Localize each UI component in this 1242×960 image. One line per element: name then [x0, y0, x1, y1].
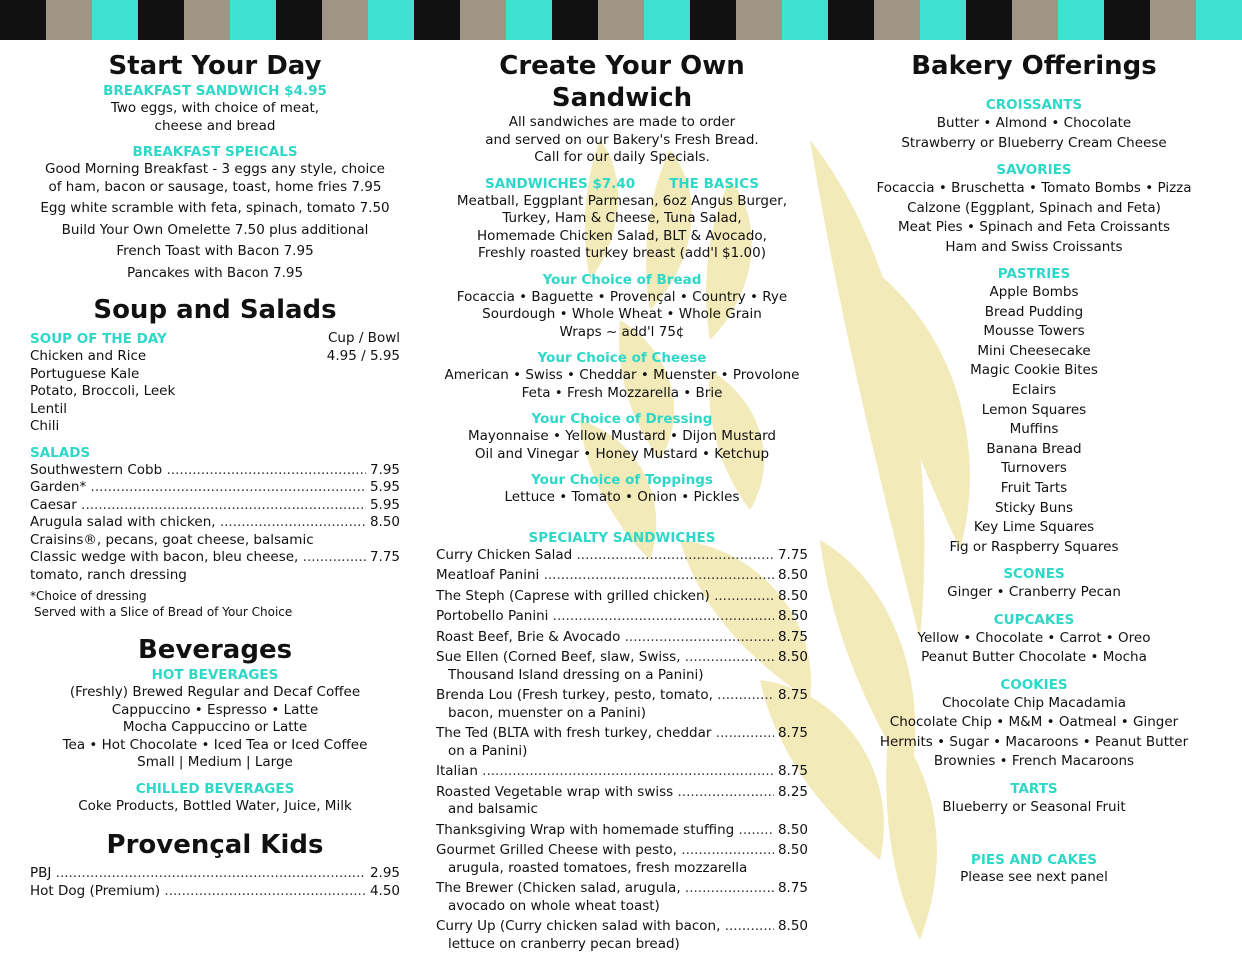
soup-sizes: Cup / Bowl	[328, 330, 400, 346]
bread-line: Sourdough • Whole Wheat • Whole Grain	[482, 306, 762, 322]
cookies-line: Chocolate Chip Macadamia	[941, 694, 1127, 711]
specialty-price: 8.50	[777, 587, 808, 604]
specialty-continuation: Thousand Island dressing on a Panini)	[448, 666, 704, 683]
left-column	[30, 50, 400, 900]
salad-row	[30, 462, 400, 480]
specialty-row	[436, 784, 808, 802]
special-item: Good Morning Breakfast - 3 eggs any style, choice	[45, 161, 385, 177]
kids-item-name: PBJ .....	[30, 865, 366, 883]
provencal-kids-title: Provençal Kids	[106, 830, 324, 860]
stripe	[1196, 0, 1242, 40]
pastries-heading: PASTRIES	[997, 266, 1071, 282]
stripe	[46, 0, 92, 40]
specialty-row	[436, 608, 808, 626]
stripe	[460, 0, 506, 40]
specialty-row	[436, 567, 808, 585]
stripe	[1058, 0, 1104, 40]
specialty-price: 8.50	[777, 918, 808, 934]
kids-item-price: 4.50	[369, 882, 400, 899]
salad-row	[30, 549, 400, 567]
savory-line: Meat Pies • Spinach and Feta Croissants	[897, 219, 1171, 235]
pastry-item: Muffins	[1009, 421, 1059, 438]
bread-line: Focaccia • Baguette • Provençal • Country • Rye	[456, 288, 788, 305]
specialty-name: The Brewer (Chicken salad, arugula, .....	[436, 880, 774, 898]
cookies-line: Chocolate Chip • M&M • Oatmeal • Ginger	[889, 714, 1179, 731]
specialty-price: 8.75	[777, 687, 808, 703]
salad-price: 7.75	[369, 549, 400, 565]
cupcakes-line: Yellow • Chocolate • Carrot • Oreo	[917, 629, 1151, 646]
croissants-heading: CROISSANTS	[985, 97, 1083, 113]
stripe	[552, 0, 598, 40]
specialty-heading: SPECIALTY SANDWICHES	[528, 529, 716, 546]
specialty-name: Portobello Panini .....	[436, 608, 774, 626]
stripe	[138, 0, 184, 40]
pastry-item: Banana Bread	[986, 440, 1082, 457]
savory-line: Calzone (Eggplant, Spinach and Feta)	[907, 199, 1161, 216]
specialty-name: Sue Ellen (Corned Beef, slaw, Swiss, .....	[436, 649, 774, 667]
kids-item-price: 2.95	[369, 865, 400, 881]
special-item: of ham, bacon or sausage, toast, home fries 7.95	[48, 178, 382, 195]
cookies-line: Hermits • Sugar • Macaroons • Peanut Butter	[879, 733, 1189, 750]
salad-price: 5.95	[369, 479, 400, 495]
intro-line: All sandwiches are made to order	[508, 114, 736, 130]
pastry-item: Turnovers	[1001, 460, 1067, 477]
pastry-item: Eclairs	[1011, 381, 1057, 398]
salad-name: Southwestern Cobb .....	[30, 462, 366, 480]
stripe	[1104, 0, 1150, 40]
specialty-row	[436, 547, 808, 565]
salad-price: 5.95	[369, 496, 400, 513]
specialty-name: The Ted (BLTA with fresh turkey, cheddar .....	[436, 725, 774, 743]
specialty-name: Roast Beef, Brie & Avocado .....	[436, 629, 774, 647]
soup-item: Potato, Broccoli, Leek	[30, 383, 176, 399]
stripe	[736, 0, 782, 40]
specialty-continuation: on a Panini)	[448, 742, 528, 759]
basics-line: Turkey, Ham & Cheese, Tuna Salad,	[502, 210, 742, 226]
specialty-price: 8.75	[777, 725, 808, 741]
pastry-item: Mini Cheesecake	[977, 342, 1091, 359]
salad-name: Classic wedge with bacon, bleu cheese, .....	[30, 549, 366, 567]
specialty-name: The Steph (Caprese with grilled chicken) .....	[436, 588, 774, 606]
toppings-heading: Your Choice of Toppings	[531, 472, 713, 488]
specialty-row	[436, 880, 808, 898]
pastry-item: Apple Bombs	[989, 284, 1079, 300]
specialty-name: Curry Chicken Salad .....	[436, 547, 774, 565]
cupcakes-heading: CUPCAKES	[993, 611, 1075, 628]
intro-line: Call for our daily Specials.	[534, 149, 710, 165]
savory-line: Focaccia • Bruschetta • Tomato Bombs • Pizza	[876, 180, 1192, 196]
specialty-name: Italian .....	[436, 763, 774, 781]
specialty-row	[436, 842, 808, 860]
special-item: Build Your Own Omelette 7.50 plus additional	[61, 221, 369, 238]
breakfast-sandwich-desc-1: Two eggs, with choice of meat,	[110, 100, 320, 116]
chilled-beverages-heading: CHILLED BEVERAGES	[135, 780, 295, 797]
specialty-price: 8.50	[777, 567, 808, 583]
salad-price: 7.95	[369, 461, 400, 478]
special-item: Pancakes with Bacon 7.95	[126, 264, 304, 281]
stripe	[920, 0, 966, 40]
cookies-line: Brownies • French Macaroons	[933, 753, 1135, 770]
salad-row	[30, 514, 400, 532]
stripe	[874, 0, 920, 40]
dressing-line: Mayonnaise • Yellow Mustard • Dijon Mustard	[468, 428, 776, 444]
specialty-name: Thanksgiving Wrap with homemade stuffing .....	[436, 822, 774, 840]
breakfast-sandwich-desc-2: cheese and bread	[154, 117, 276, 134]
specialty-continuation: bacon, muenster on a Panini)	[448, 704, 647, 721]
stripe	[1012, 0, 1058, 40]
soup-and-salads-title: Soup and Salads	[93, 295, 337, 325]
stripe	[184, 0, 230, 40]
salad-row	[30, 479, 400, 497]
kids-item-name: Hot Dog (Premium) .....	[30, 883, 366, 901]
specialty-row	[436, 725, 808, 743]
specialty-price: 8.50	[777, 608, 808, 624]
middle-column	[436, 50, 808, 953]
basics-line: Freshly roasted turkey breast (add'l $1.00)	[478, 245, 766, 261]
savories-heading: SAVORIES	[996, 162, 1072, 178]
stripe	[782, 0, 828, 40]
right-column	[848, 50, 1220, 887]
hot-beverage-line: Cappuccino • Espresso • Latte	[111, 701, 319, 718]
specialty-price: 8.50	[777, 842, 808, 858]
stripe	[644, 0, 690, 40]
kids-row	[30, 883, 400, 901]
bread-line: Wraps ~ add'l 75¢	[559, 323, 685, 340]
hot-beverage-line: Tea • Hot Chocolate • Iced Tea or Iced Coffee	[62, 736, 368, 753]
stripe	[230, 0, 276, 40]
pastry-item: Key Lime Squares	[973, 519, 1095, 536]
specialty-price: 8.25	[777, 783, 808, 800]
specialty-continuation: and balsamic	[448, 801, 538, 817]
specialty-price: 7.75	[777, 546, 808, 563]
pastry-item: Bread Pudding	[984, 303, 1084, 320]
specialty-list	[436, 547, 808, 954]
specialty-price: 8.75	[777, 880, 808, 896]
toppings-line: Lettuce • Tomato • Onion • Pickles	[504, 489, 740, 505]
cheese-line: American • Swiss • Cheddar • Muenster • Provolone	[444, 367, 800, 383]
special-item: French Toast with Bacon 7.95	[116, 243, 314, 259]
cheese-heading: Your Choice of Cheese	[537, 350, 707, 366]
savory-line: Ham and Swiss Croissants	[945, 238, 1123, 255]
dressing-note: *Choice of dressing	[30, 589, 147, 603]
kids-row	[30, 865, 400, 883]
croissant-line: Strawberry or Blueberry Cream Cheese	[901, 134, 1167, 151]
salad-price: 8.50	[369, 514, 400, 530]
specialty-price: 8.50	[777, 649, 808, 665]
salad-name: Arugula salad with chicken, .....	[30, 514, 366, 532]
intro-line: and served on our Bakery's Fresh Bread.	[485, 131, 759, 148]
tarts-line: Blueberry or Seasonal Fruit	[942, 798, 1126, 815]
specialty-price: 8.75	[777, 763, 808, 779]
salads-heading: SALADS	[30, 444, 91, 461]
pies-heading: PIES AND CAKES	[971, 852, 1097, 869]
arugula-continuation: Craisins®, pecans, goat cheese, balsamic	[30, 531, 314, 548]
pies-line: Please see next panel	[960, 869, 1108, 886]
basics-heading: THE BASICS	[669, 175, 759, 192]
breakfast-sandwich-heading: BREAKFAST SANDWICH $4.95	[103, 83, 327, 99]
salad-name: Garden* .....	[30, 479, 366, 497]
specialty-name: Brenda Lou (Fresh turkey, pesto, tomato, .....	[436, 687, 774, 705]
specialty-row	[436, 687, 808, 705]
cookies-heading: COOKIES	[1000, 676, 1068, 693]
specialty-row	[436, 822, 808, 840]
bread-heading: Your Choice of Bread	[542, 271, 702, 288]
tarts-heading: TARTS	[1010, 780, 1058, 797]
breakfast-specials-heading: BREAKFAST SPEICALS	[132, 144, 298, 160]
pastry-item: Lemon Squares	[981, 401, 1087, 418]
soup-item: Chili	[30, 418, 60, 434]
hot-beverages-heading: HOT BEVERAGES	[151, 667, 279, 683]
hot-beverage-line: (Freshly) Brewed Regular and Decaf Coffee	[69, 684, 361, 700]
specialty-name: Gourmet Grilled Cheese with pesto, .....	[436, 842, 774, 860]
stripe	[276, 0, 322, 40]
pastry-item: Fruit Tarts	[1000, 479, 1068, 496]
soup-item: Portuguese Kale	[30, 365, 140, 382]
specialty-row	[436, 588, 808, 606]
stripe	[506, 0, 552, 40]
specialty-name: Curry Up (Curry chicken salad with bacon, .....	[436, 918, 774, 936]
wedge-continuation: tomato, ranch dressing	[30, 566, 187, 583]
croissant-line: Butter • Almond • Chocolate	[936, 115, 1132, 131]
basics-line: Meatball, Eggplant Parmesan, 6oz Angus Burger,	[456, 192, 788, 209]
specialty-name: Meatloaf Panini .....	[436, 567, 774, 585]
specialty-continuation: lettuce on cranberry pecan bread)	[448, 935, 680, 952]
specialty-price: 8.75	[777, 628, 808, 645]
bakery-title: Bakery Offerings	[911, 51, 1157, 81]
soup-prices: 4.95 / 5.95	[326, 348, 400, 364]
hot-beverage-sizes: Small | Medium | Large	[137, 754, 293, 770]
cheese-line: Feta • Fresh Mozzarella • Brie	[521, 384, 723, 401]
specialty-row	[436, 629, 808, 647]
soup-item: Chicken and Rice	[30, 348, 147, 364]
specialty-row	[436, 649, 808, 667]
beverages-title: Beverages	[137, 635, 293, 665]
specialty-row	[436, 918, 808, 936]
header-stripes	[0, 0, 1242, 40]
specialty-name: Roasted Vegetable wrap with swiss .....	[436, 784, 774, 802]
dressing-line: Oil and Vinegar • Honey Mustard • Ketchup	[474, 445, 770, 462]
stripe	[0, 0, 46, 40]
create-sandwich-title: Create Your Own Sandwich	[499, 51, 745, 113]
specialty-continuation: arugula, roasted tomatoes, fresh mozzarella	[448, 859, 748, 876]
hot-beverage-line: Mocha Cappuccino or Latte	[122, 719, 308, 735]
pastry-item: Magic Cookie Bites	[970, 362, 1098, 379]
chilled-beverages-line: Coke Products, Bottled Water, Juice, Milk	[78, 797, 352, 814]
start-your-day-title: Start Your Day	[108, 51, 322, 81]
dressing-heading: Your Choice of Dressing	[531, 411, 713, 427]
cupcakes-line: Peanut Butter Chocolate • Mocha	[921, 649, 1147, 666]
salad-name: Caesar .....	[30, 497, 366, 515]
stripe	[1150, 0, 1196, 40]
specialty-row	[436, 763, 808, 781]
basics-line: Homemade Chicken Salad, BLT & Avocado,	[477, 227, 767, 244]
stripe	[92, 0, 138, 40]
stripe	[414, 0, 460, 40]
stripe	[322, 0, 368, 40]
stripe	[828, 0, 874, 40]
specialty-continuation: avocado on whole wheat toast)	[448, 897, 660, 914]
soup-item: Lentil	[30, 400, 67, 417]
stripe	[690, 0, 736, 40]
stripe	[966, 0, 1012, 40]
scones-heading: SCONES	[1003, 566, 1065, 583]
pastry-item: Mousse Towers	[983, 323, 1085, 340]
pastry-item: Sticky Buns	[994, 499, 1074, 516]
pastries-list	[848, 283, 1220, 557]
soup-of-the-day-heading: SOUP OF THE DAY	[30, 331, 167, 347]
special-item: Egg white scramble with feta, spinach, tomato 7.50	[40, 200, 390, 216]
salad-row	[30, 497, 400, 515]
stripe	[368, 0, 414, 40]
specialty-price: 8.50	[777, 821, 808, 838]
bread-note: Served with a Slice of Bread of Your Choice	[34, 605, 293, 619]
stripe	[598, 0, 644, 40]
pastry-item: Fig or Raspberry Squares	[949, 538, 1119, 555]
scones-line: Ginger • Cranberry Pecan	[947, 584, 1121, 601]
sandwiches-price-heading: SANDWICHES $7.40	[485, 175, 636, 192]
